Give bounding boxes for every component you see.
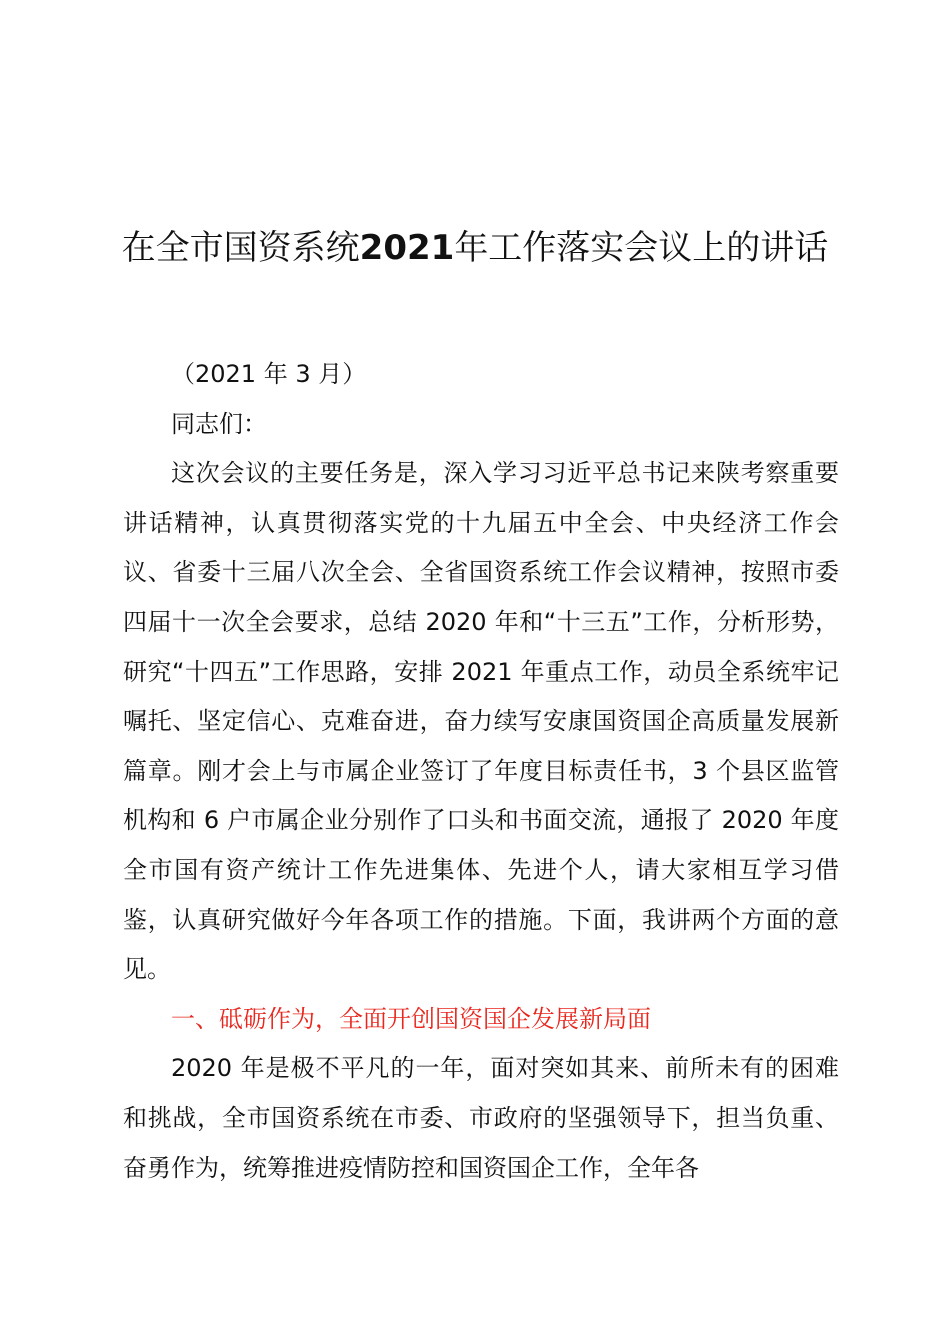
title-prefix: 在全市国资系统 (121, 228, 360, 268)
title-year: 2021 (359, 228, 455, 268)
paragraph-2020-review: 2020 年是极不平凡的一年，面对突如其来、前所未有的困难和挑战，全市国资系统在市委、市政府的坚强领导下，担当负重、奋勇作为，统筹推进疫情防控和国资国企工作，全年各 (123, 1054, 839, 1182)
document-title (110, 222, 840, 274)
date-line: （2021 年 3 月） (171, 360, 367, 388)
document-body (123, 350, 839, 1193)
paragraph-intro: 这次会议的主要任务是，深入学习习近平总书记来陕考察重要讲话精神，认真贯彻落实党的十九届五中全会、中央经济工作会议、省委十三届八次全会、全省国资系统工作会议精神，按照市委四届十一次全会要求，总结 2020 年和“十三五”工作，分析形势，研究“十四五”工作思路，安排 2021 年重点工作，动员全系统牢记嘱托、坚定信心、克难奋进，奋力续写安康国资国企高质量发展新篇章。刚才会上与市属企业签订了年度目标责任书，3 个县区监管机构和 6 户市属企业分别作了口头和书面交流，通报了 2020 年度全市国有资产统计工作先进集体、先进个人，请大家相互学习借鉴，认真研究做好今年各项工作的措施。下面，我讲两个方面的意见。 (123, 459, 839, 984)
salutation: 同志们： (171, 409, 267, 438)
title-suffix: 年工作落实会议上的讲话 (454, 228, 829, 268)
section-heading-1: 一、砥砺作为，全面开创国资国企发展新局面 (171, 1004, 651, 1033)
